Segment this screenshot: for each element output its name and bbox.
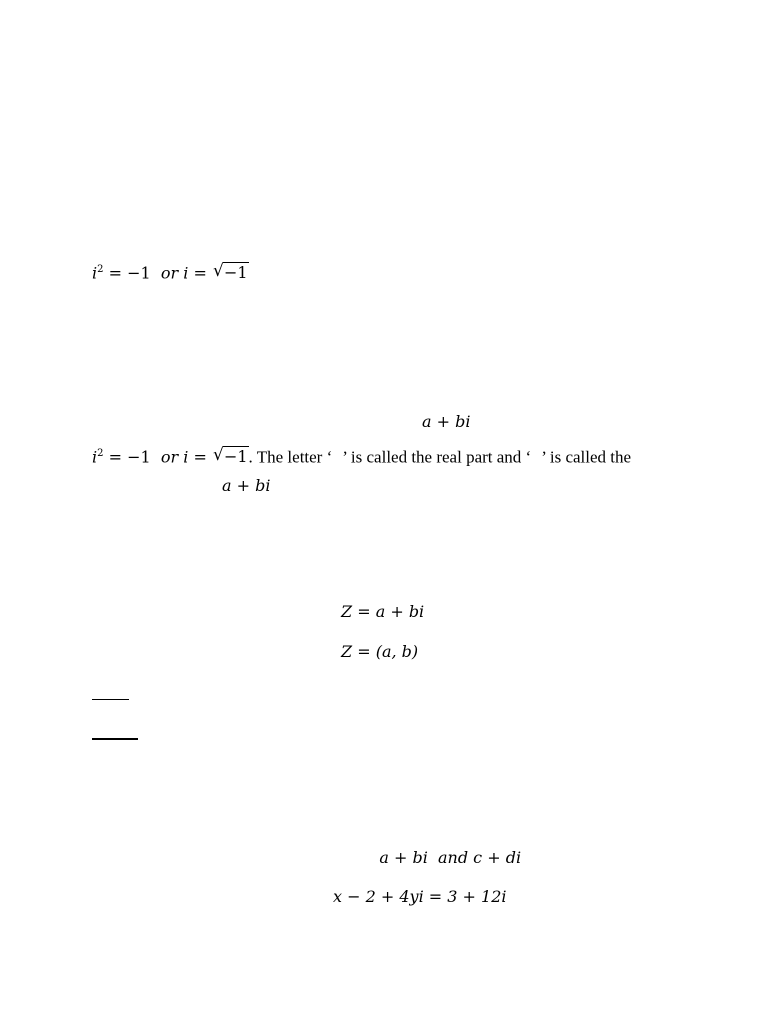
radicand: −1: [223, 447, 248, 467]
radical-sign: √: [212, 445, 224, 466]
equation-a-plus-bi: [422, 412, 470, 432]
square-root: [213, 263, 249, 283]
equation-solve: [333, 887, 507, 907]
value: −1: [127, 447, 151, 467]
equation-text: x − 2 + 4yi = 3 + 12i: [333, 887, 507, 906]
square-root: [213, 447, 249, 467]
var-i: i: [92, 263, 98, 283]
or-word: or: [160, 447, 179, 467]
equation-text: a + bi: [422, 412, 471, 431]
equation-z-pair: [341, 642, 418, 662]
var-i: i: [92, 447, 98, 467]
equation-a-plus-bi-indented: [222, 476, 270, 496]
radical-sign: √: [212, 261, 224, 282]
short-rule: [92, 738, 138, 740]
exponent: 2: [97, 264, 104, 275]
equation-text: a + bi and c + di: [379, 848, 522, 867]
equation-text: Z = (a, b): [341, 642, 419, 661]
equation-two-complex: [359, 828, 521, 888]
equals-sign: =: [108, 447, 122, 467]
var-i: i: [183, 263, 189, 283]
equals-sign: =: [193, 447, 207, 467]
equation-i-squared: [92, 260, 249, 283]
equals-sign: =: [108, 263, 122, 283]
value: −1: [127, 263, 151, 283]
equation-text: a + bi: [222, 476, 271, 495]
text-segment: ’ is called the: [541, 447, 632, 467]
paragraph-line: [92, 444, 631, 467]
exponent: 2: [97, 448, 104, 459]
equation-z-rect: [341, 602, 424, 622]
short-rule: [92, 699, 129, 700]
text-segment: . The letter ‘: [248, 447, 333, 467]
equation-text: Z = a + bi: [341, 602, 425, 621]
equals-sign: =: [193, 263, 207, 283]
or-word: or: [160, 263, 179, 283]
text-segment: ’ is called the real part and ‘: [342, 447, 532, 467]
var-i: i: [183, 447, 189, 467]
radicand: −1: [223, 263, 248, 283]
